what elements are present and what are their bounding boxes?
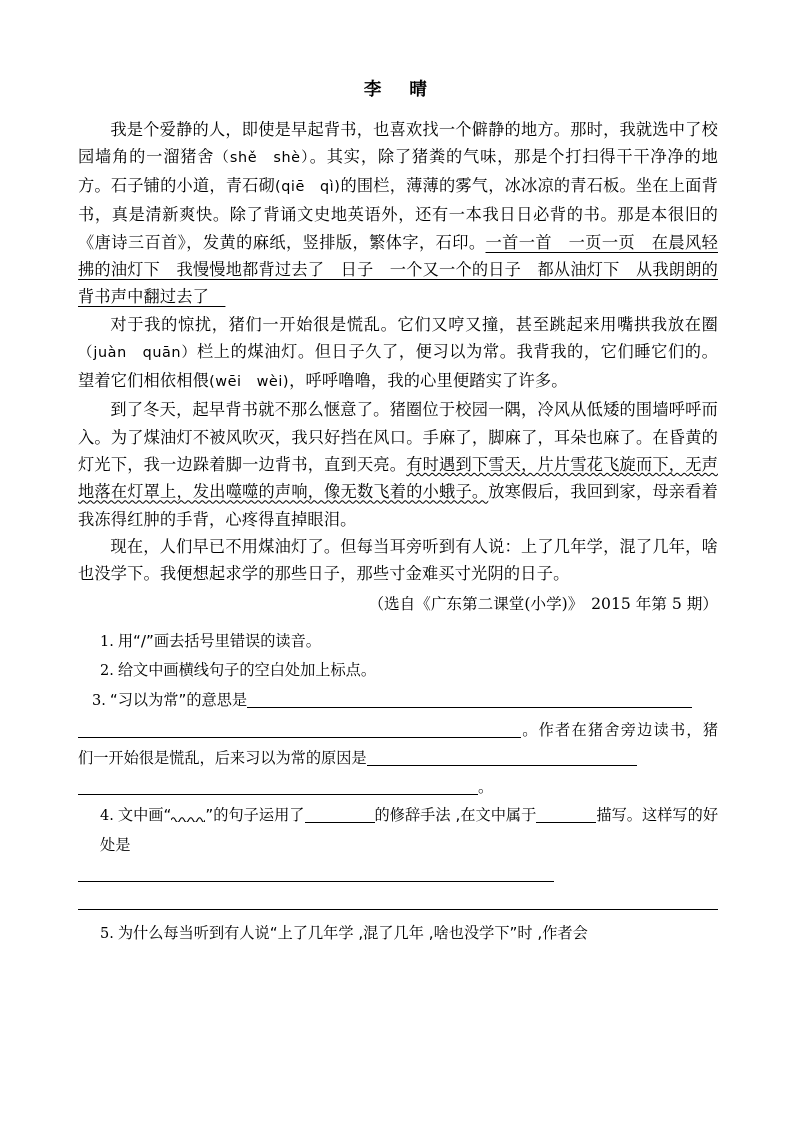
passage-text: 。其实，除了猪粪的气味，那是个打扫得干干净净的地方。石子铺的小道，青石砌: [78, 146, 718, 196]
passage-text: 栏上的煤油灯。但日子久了，便习以为常。我背我的，它们睡它们的。望着它们相依相偎: [78, 341, 718, 391]
questions-list: [78, 627, 718, 949]
passage-text: 对于我的惊扰，猪们一开始很是慌乱。它们又哼又撞，甚至跳起来用嘴拱我放在圈: [110, 314, 718, 334]
question-text: 给文中画横线句子的空白处加上标点。: [117, 661, 377, 680]
question-text: 描写。这样写的好处是: [100, 806, 719, 854]
passage-paragraph-3: [78, 396, 718, 532]
question-text: ”的句子运用了: [205, 806, 305, 825]
passage-paragraph-1: [78, 116, 718, 311]
passage-paragraph-2: [78, 311, 718, 397]
question-number: 4.: [100, 808, 114, 825]
question-4-answer-line-2: [78, 888, 718, 917]
answer-blank-3d[interactable]: [78, 777, 478, 795]
wavy-line-icon: [171, 814, 205, 822]
answer-blank-4d[interactable]: [78, 892, 718, 910]
question-number: 2.: [100, 663, 114, 680]
question-text: 。作者在猪舍旁边读书，猪们一开始很是慌乱，后来习以为常的原因是: [78, 720, 718, 768]
page-content: [78, 78, 718, 948]
answer-blank-4a[interactable]: [305, 805, 375, 823]
question-text: 用“/”画去括号里错误的读音。: [117, 631, 321, 650]
question-number: 3.: [92, 693, 106, 710]
pinyin-annotation-qie: (qiē qì): [275, 179, 341, 196]
answer-blank-4b[interactable]: [536, 805, 596, 823]
passage-text: ，呼呼噜噜，我的心里便踏实了许多。: [289, 371, 568, 391]
question-number: 1.: [100, 633, 114, 650]
page-title: 李 晴: [363, 80, 433, 100]
passage-text: 到了冬天，起早背书就不那么惬意了。猪圈位于校园一隅，冷风从低矮的围墙呼呼而入。为了煤油灯不被风吹灭，我只好挡在风口。手麻了，脚麻了，耳朵也麻了。在昏黄的灯光下，我一边跺着脚一边背书，直到天亮。: [78, 400, 718, 475]
source-attribution: （选自《广东第二课堂(小学)》 2015 年第 5 期）: [368, 594, 718, 613]
passage-text: 现在，人们早已不用煤油灯了。但每当耳旁听到有人说：上了几年学，混了几年，啥也没学下。我便想起求学的那些日子，那些寸金难买寸光阴的日子。: [78, 536, 718, 584]
passage-text: 放寒假后，我回到家，母亲看着我冻得红肿的手背，心疼得直掉眼泪。: [78, 482, 718, 529]
answer-blank-4c[interactable]: [78, 864, 554, 882]
question-3-answer-line: [78, 716, 718, 773]
passage-paragraph-4: [78, 533, 718, 588]
answer-blank-3c[interactable]: [367, 748, 637, 766]
question-item-3: [78, 686, 718, 716]
underlined-passage-punctuation-exercise: 一首一首 一页一页 在晨风轻拂的油灯下 我慢慢地都背过去了 日子 一个又一个的日子 都从油灯下 从我朗朗的背书声中翻过去了: [78, 232, 718, 307]
answer-blank-3a[interactable]: [247, 690, 692, 708]
reading-passage: [78, 116, 718, 588]
passage-text: 我是个爱静的人，即使是早起背书，也喜欢找一个僻静的地方。那时，我就选中了校园墙角的一溜猪舍: [78, 119, 718, 166]
question-text: 文中画“: [117, 806, 172, 825]
question-text: “习以为常”的意思是: [109, 691, 248, 710]
question-item-2: [78, 656, 718, 686]
question-3-answer-line-2: [78, 773, 718, 802]
passage-text: 的围栏，薄薄的雾气，冰冰凉的青石板。坐在上面背书，真是清新爽快。除了背诵文史地英语外，还有一本我日日必背的书。那是本很旧的《唐诗三百首》，发黄的麻纸，竖排版，繁体字，石印。: [78, 176, 718, 252]
pinyin-annotation-she: （shě shè）: [214, 149, 310, 166]
answer-blank-3b[interactable]: [78, 720, 521, 738]
wavy-underlined-passage-snow: 有时遇到下雪天，片片雪花飞旋而下，无声地落在灯罩上，发出噬噬的声响，像无数飞着的小蛾子。: [78, 455, 718, 502]
question-text: 的修辞手法 ,在文中属于: [374, 806, 537, 825]
question-4-answer-line: [78, 860, 718, 889]
question-item-5: [78, 919, 718, 949]
question-number: 5.: [100, 925, 114, 942]
question-text: 为什么每当听到有人说“上了几年学 ,混了几年 ,啥也没学下”时 ,作者会: [117, 923, 588, 942]
question-item-1: [78, 627, 718, 657]
pinyin-annotation-juan: （juàn quān）: [78, 344, 197, 361]
question-item-4: [78, 801, 718, 859]
pinyin-annotation-wei: (wēi wèi): [209, 374, 290, 391]
question-text: 。: [478, 777, 494, 796]
